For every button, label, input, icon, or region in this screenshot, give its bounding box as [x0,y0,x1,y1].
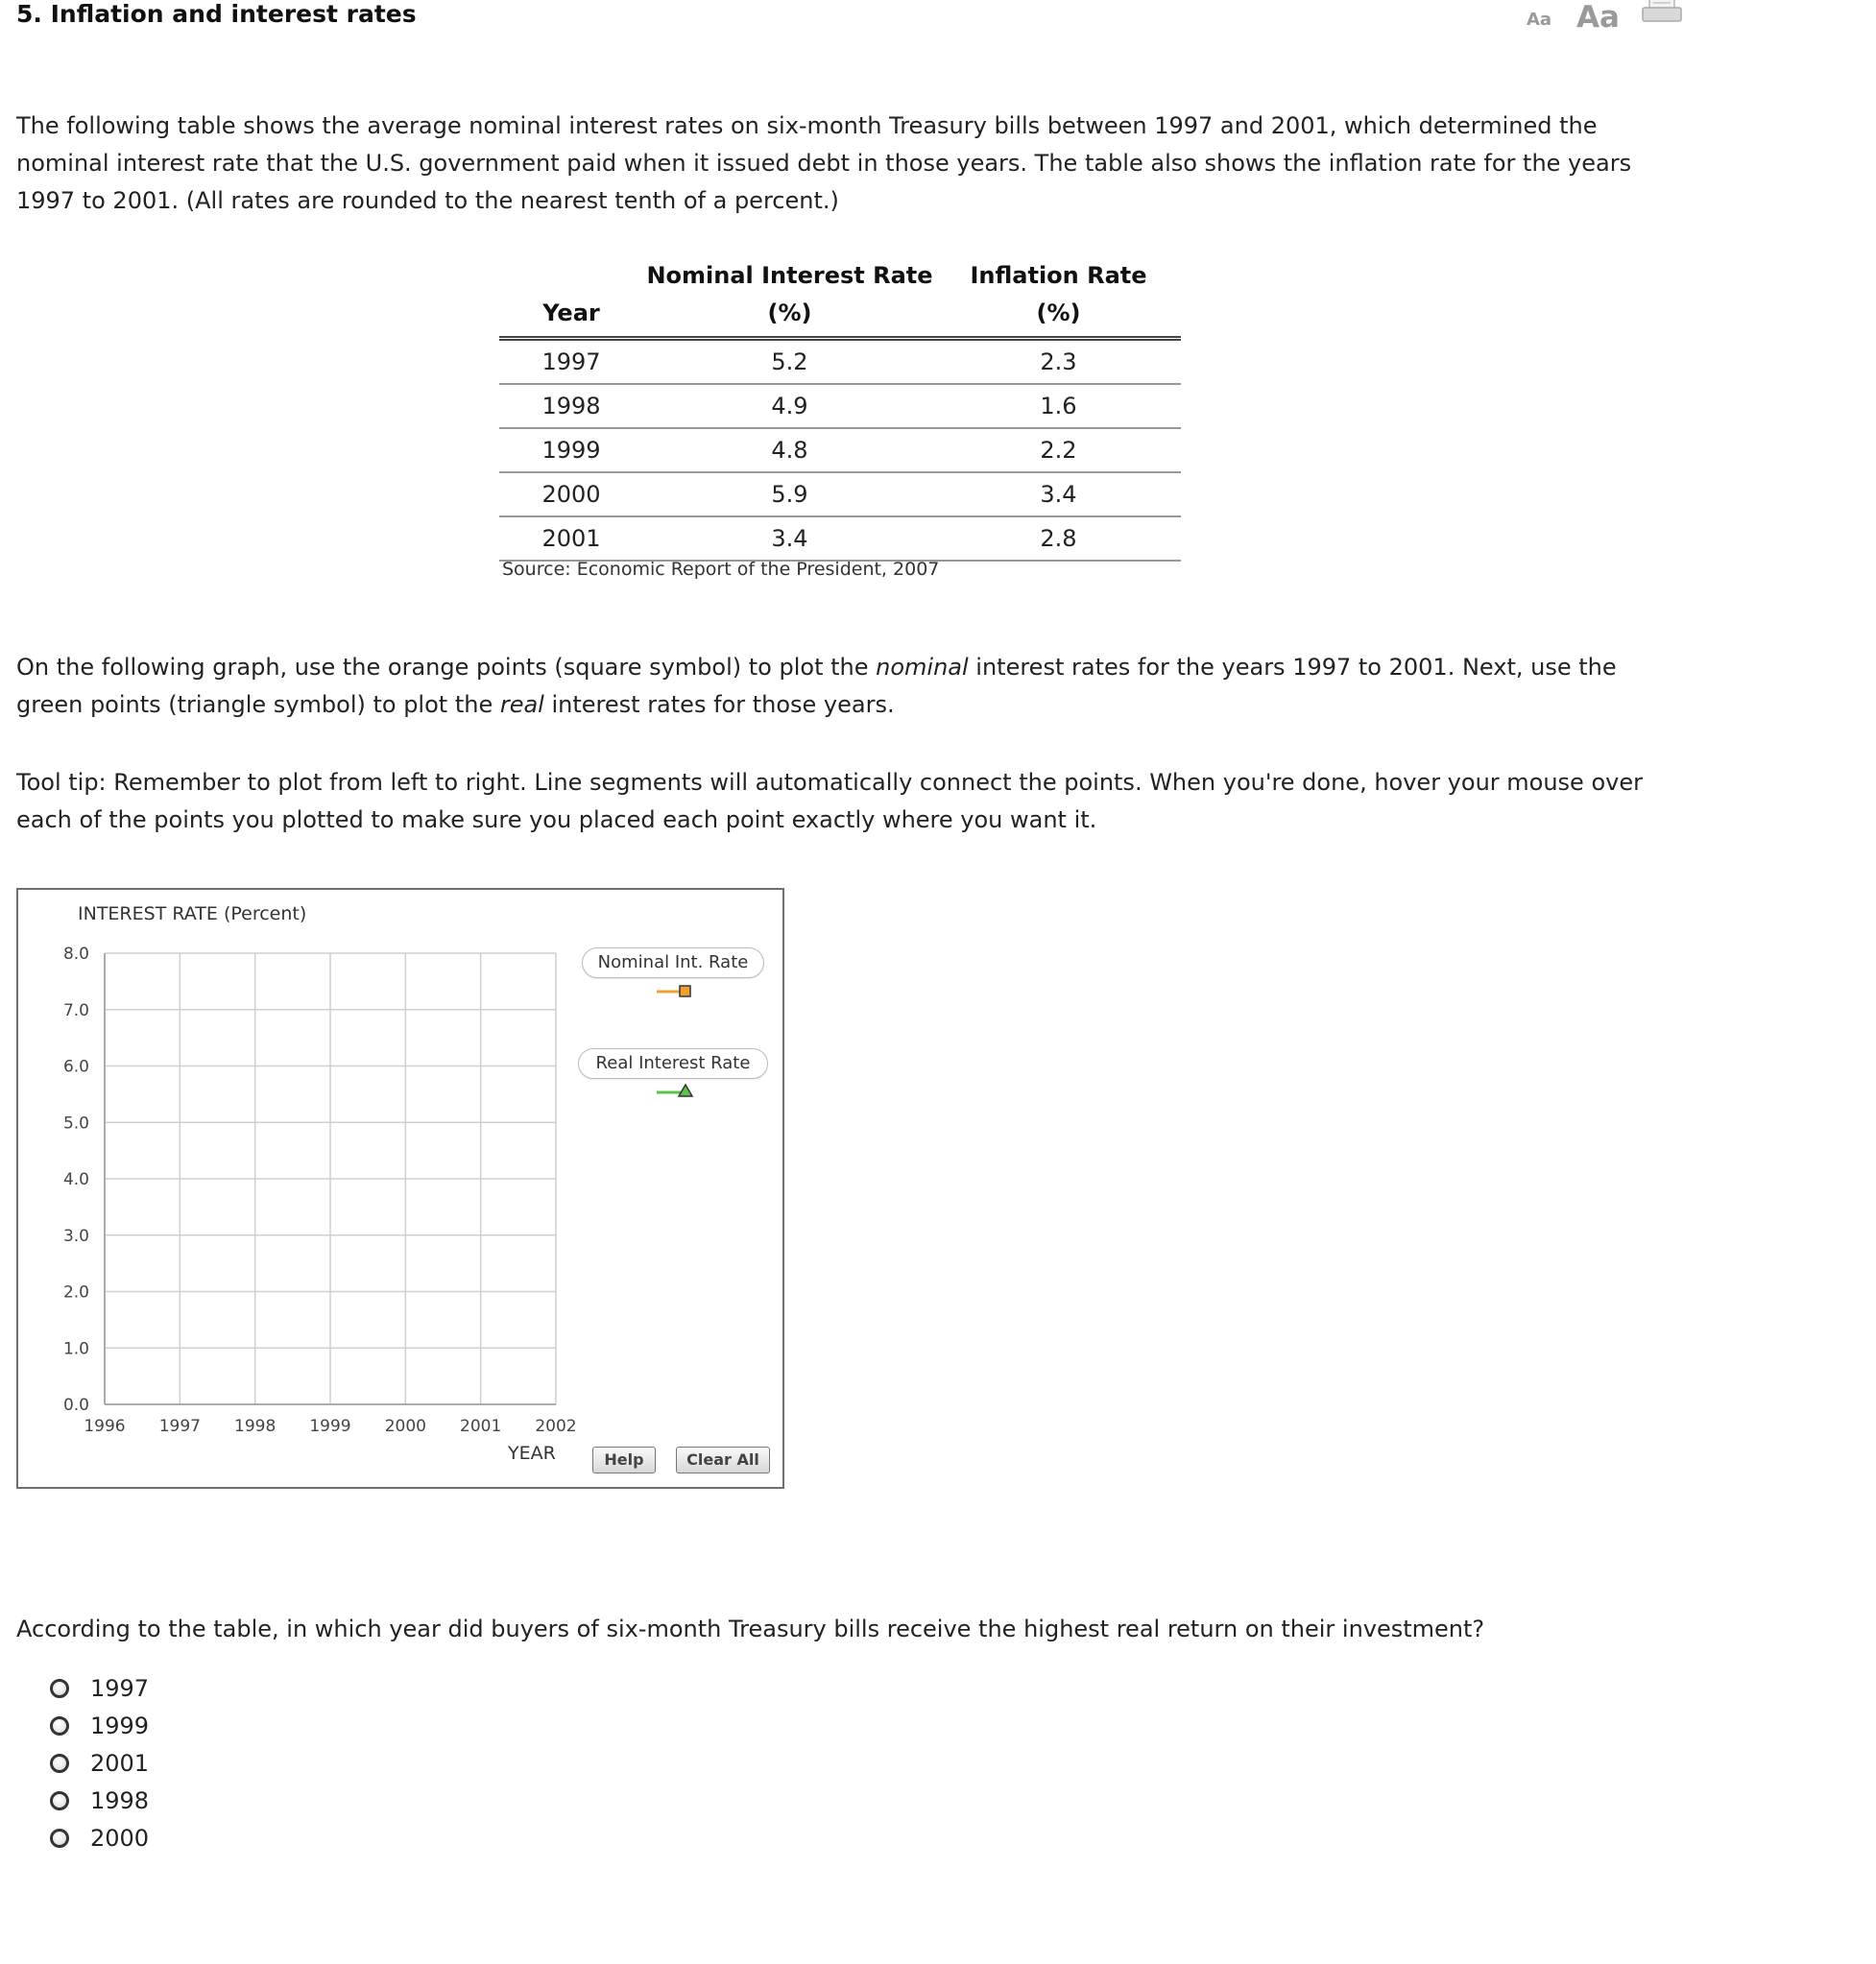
cell-nominal: 5.9 [643,472,936,516]
decrease-font-button[interactable]: Aa [1527,10,1552,30]
header-blank [499,257,643,295]
instructions-real-word: real [499,691,544,718]
y-tick-label: 5.0 [62,1114,89,1134]
instructions-part2: interest rates for the years 1997 to 2001. Next, use the green points (triangle symbol) to plot the [16,654,1617,718]
y-tick-label: 4.0 [62,1170,89,1189]
cell-nominal: 3.4 [643,516,936,561]
cell-inflation: 1.6 [936,384,1181,428]
legend-real-marker[interactable] [657,1085,692,1096]
x-tick-label: 2001 [460,1417,502,1436]
tooltip-paragraph: Tool tip: Remember to plot from left to right. Line segments will automatically connect the points. When you're done, hover your mouse over each of the points you plotted to make sure you placed each point exactly where you want it. [16,769,1643,833]
x-tick-label: 1996 [84,1417,126,1436]
cell-year: 1998 [499,384,643,428]
cell-inflation: 2.8 [936,516,1181,561]
cell-inflation: 3.4 [936,472,1181,516]
y-tick-label: 1.0 [62,1339,89,1359]
cell-nominal: 4.9 [643,384,936,428]
radio-button[interactable] [50,1716,69,1736]
instructions-paragraph [16,649,1648,724]
instructions-nominal-word: nominal [876,654,969,681]
x-tick-label: 1999 [309,1417,351,1436]
answer-option[interactable] [50,1744,149,1782]
printer-icon[interactable] [1642,0,1682,33]
header-nominal-line1: Nominal Interest Rate [646,262,933,289]
y-tick-label: 7.0 [62,1000,89,1020]
cell-year: 2000 [499,472,643,516]
y-tick-label: 8.0 [62,945,89,964]
table-row [499,516,1181,561]
y-tick-label: 0.0 [62,1396,89,1415]
x-tick-label: 2000 [384,1417,426,1436]
y-axis-title: INTEREST RATE (Percent) [78,903,307,924]
cell-inflation: 2.3 [936,339,1181,385]
help-button[interactable]: Help [592,1447,656,1473]
cell-nominal: 5.2 [643,339,936,385]
answer-option-label: 2001 [90,1749,150,1777]
clear-all-button[interactable]: Clear All [676,1447,770,1473]
answer-option[interactable] [50,1819,149,1856]
header-inflation-line1: Inflation Rate [970,262,1147,289]
radio-button[interactable] [50,1829,69,1848]
answer-option[interactable] [50,1707,149,1744]
cell-nominal: 4.8 [643,428,936,472]
cell-year: 2001 [499,516,643,561]
legend-nominal-marker[interactable] [657,986,690,996]
table-row [499,472,1181,516]
header-nominal-line2: (%) [767,299,812,326]
x-tick-label: 1997 [158,1417,201,1436]
answer-options [50,1669,149,1856]
table-row [499,339,1181,385]
answer-option[interactable] [50,1782,149,1819]
graph-tool [16,888,784,1489]
question-prompt: According to the table, in which year did buyers of six-month Treasury bills receive the highest real return on their investment? [16,1616,1485,1642]
answer-option-label: 1997 [90,1674,150,1702]
instructions-part1: On the following graph, use the orange points (square symbol) to plot the [16,654,877,681]
intro-paragraph: The following table shows the average nominal interest rates on six-month Treasury bills between 1997 and 2001, which determined the nominal interest rate that the U.S. government paid when it issued debt in those years. The table also shows the inflation rate for the years 1997 to 2001. (All rates are rounded to the nearest tenth of a percent.) [16,112,1632,214]
cell-inflation: 2.2 [936,428,1181,472]
increase-font-button[interactable]: Aa [1576,0,1620,35]
table-source: Source: Economic Report of the President, 2007 [502,559,940,580]
answer-option-label: 1999 [90,1712,150,1739]
x-axis-title: YEAR [508,1443,556,1464]
table-row [499,384,1181,428]
legend-real-label: Real Interest Rate [578,1048,768,1079]
question-title: 5. Inflation and interest rates [16,0,417,28]
answer-option-label: 2000 [90,1824,150,1852]
radio-button[interactable] [50,1754,69,1773]
answer-option-label: 1998 [90,1786,150,1814]
answer-option[interactable] [50,1669,149,1707]
interest-rate-chart[interactable] [18,890,782,1487]
table-row [499,428,1181,472]
radio-button[interactable] [50,1679,69,1698]
interest-rate-table [499,257,1181,562]
header-year: Year [542,299,600,326]
y-tick-label: 2.0 [62,1282,89,1303]
legend-nominal-label: Nominal Int. Rate [582,947,764,978]
radio-button[interactable] [50,1791,69,1810]
cell-year: 1999 [499,428,643,472]
header-inflation-line2: (%) [1036,299,1081,326]
y-tick-label: 3.0 [62,1226,89,1246]
x-tick-label: 2002 [535,1417,577,1436]
green-triangle-marker-icon[interactable] [679,1085,692,1096]
y-tick-label: 6.0 [62,1057,89,1077]
cell-year: 1997 [499,339,643,385]
orange-square-marker-icon[interactable] [680,986,690,996]
instructions-part3: interest rates for those years. [543,691,895,718]
x-tick-label: 1998 [234,1417,277,1436]
